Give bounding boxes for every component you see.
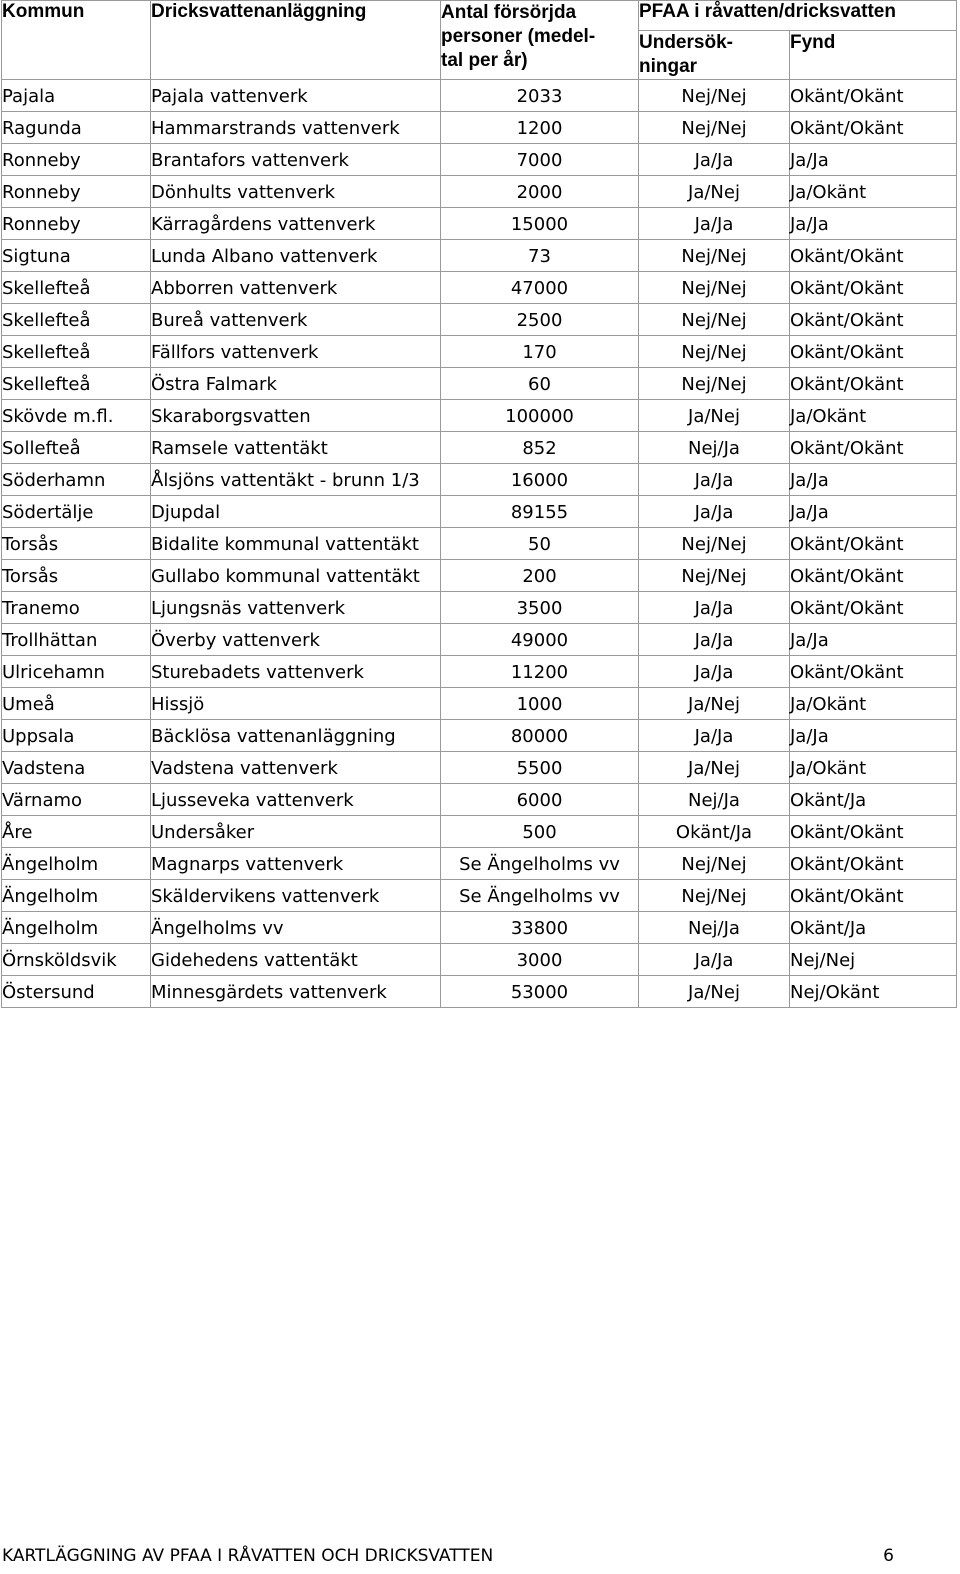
cell-undersokningar: Ja/Nej	[639, 688, 790, 720]
cell-antal: 47000	[441, 272, 639, 304]
cell-undersokningar: Ja/Ja	[639, 624, 790, 656]
cell-anlaggning: Skäldervikens vattenverk	[151, 880, 441, 912]
cell-undersokningar: Ja/Nej	[639, 976, 790, 1008]
footer-title: KARTLÄGGNING AV PFAA I RÅVATTEN OCH DRICKSVATTEN	[2, 1546, 494, 1566]
cell-kommun: Östersund	[2, 976, 151, 1008]
cell-anlaggning: Bäcklösa vattenanläggning	[151, 720, 441, 752]
table-row	[2, 528, 957, 560]
cell-fynd: Ja/Okänt	[790, 400, 957, 432]
cell-antal: 1000	[441, 688, 639, 720]
table-row	[2, 208, 957, 240]
cell-anlaggning: Abborren vattenverk	[151, 272, 441, 304]
table-row	[2, 80, 957, 112]
cell-kommun: Skellefteå	[2, 368, 151, 400]
cell-kommun: Örnsköldsvik	[2, 944, 151, 976]
cell-kommun: Skellefteå	[2, 272, 151, 304]
cell-undersokningar: Nej/Nej	[639, 528, 790, 560]
cell-kommun: Ängelholm	[2, 848, 151, 880]
cell-antal: 3500	[441, 592, 639, 624]
header-undersokningar	[639, 31, 790, 80]
header-antal-line1: Antal försörjda	[441, 2, 577, 23]
cell-antal: 89155	[441, 496, 639, 528]
cell-antal: 53000	[441, 976, 639, 1008]
table-body	[2, 80, 957, 1008]
cell-anlaggning: Magnarps vattenverk	[151, 848, 441, 880]
cell-undersokningar: Ja/Ja	[639, 656, 790, 688]
cell-antal: 15000	[441, 208, 639, 240]
cell-anlaggning: Överby vattenverk	[151, 624, 441, 656]
cell-fynd: Okänt/Ja	[790, 784, 957, 816]
cell-undersokningar: Ja/Ja	[639, 464, 790, 496]
cell-kommun: Skellefteå	[2, 336, 151, 368]
table-header	[2, 1, 957, 80]
cell-anlaggning: Pajala vattenverk	[151, 80, 441, 112]
cell-anlaggning: Ramsele vattentäkt	[151, 432, 441, 464]
cell-antal: 5500	[441, 752, 639, 784]
cell-fynd: Okänt/Okänt	[790, 272, 957, 304]
table-row	[2, 848, 957, 880]
cell-antal: 11200	[441, 656, 639, 688]
cell-undersokningar: Ja/Nej	[639, 176, 790, 208]
cell-kommun: Ragunda	[2, 112, 151, 144]
cell-undersokningar: Nej/Nej	[639, 880, 790, 912]
cell-undersokningar: Nej/Nej	[639, 560, 790, 592]
header-undersokningar-line1: Undersök-	[639, 32, 733, 53]
cell-kommun: Vadstena	[2, 752, 151, 784]
cell-antal: 49000	[441, 624, 639, 656]
cell-fynd: Okänt/Okänt	[790, 304, 957, 336]
cell-kommun: Tranemo	[2, 592, 151, 624]
cell-antal: 60	[441, 368, 639, 400]
table-row	[2, 304, 957, 336]
cell-antal: 200	[441, 560, 639, 592]
cell-antal: Se Ängelholms vv	[441, 880, 639, 912]
cell-anlaggning: Ålsjöns vattentäkt - brunn 1/3	[151, 464, 441, 496]
table-row	[2, 592, 957, 624]
cell-fynd: Okänt/Okänt	[790, 560, 957, 592]
header-antal-line2: personer (medel-	[441, 26, 596, 47]
cell-fynd: Ja/Ja	[790, 720, 957, 752]
cell-antal: 33800	[441, 912, 639, 944]
table-row	[2, 784, 957, 816]
cell-undersokningar: Nej/Nej	[639, 240, 790, 272]
header-fynd: Fynd	[790, 31, 957, 80]
cell-fynd: Okänt/Okänt	[790, 656, 957, 688]
cell-undersokningar: Ja/Ja	[639, 496, 790, 528]
table-row	[2, 720, 957, 752]
cell-anlaggning: Ljusseveka vattenverk	[151, 784, 441, 816]
header-pfaa: PFAA i råvatten/dricksvatten	[639, 1, 957, 31]
cell-fynd: Ja/Ja	[790, 208, 957, 240]
cell-fynd: Ja/Ja	[790, 624, 957, 656]
cell-anlaggning: Gullabo kommunal vattentäkt	[151, 560, 441, 592]
cell-antal: 3000	[441, 944, 639, 976]
cell-undersokningar: Nej/Ja	[639, 912, 790, 944]
cell-anlaggning: Kärragårdens vattenverk	[151, 208, 441, 240]
cell-fynd: Okänt/Okänt	[790, 240, 957, 272]
cell-fynd: Nej/Okänt	[790, 976, 957, 1008]
cell-kommun: Trollhättan	[2, 624, 151, 656]
cell-antal: 100000	[441, 400, 639, 432]
cell-kommun: Sigtuna	[2, 240, 151, 272]
cell-antal: 2033	[441, 80, 639, 112]
cell-kommun: Värnamo	[2, 784, 151, 816]
cell-antal: 2500	[441, 304, 639, 336]
table-row	[2, 368, 957, 400]
cell-fynd: Ja/Okänt	[790, 688, 957, 720]
table-row	[2, 688, 957, 720]
cell-kommun: Ängelholm	[2, 912, 151, 944]
cell-undersokningar: Nej/Ja	[639, 432, 790, 464]
cell-antal: 170	[441, 336, 639, 368]
cell-undersokningar: Ja/Ja	[639, 144, 790, 176]
cell-anlaggning: Bidalite kommunal vattentäkt	[151, 528, 441, 560]
cell-fynd: Nej/Nej	[790, 944, 957, 976]
cell-fynd: Ja/Okänt	[790, 176, 957, 208]
cell-fynd: Ja/Okänt	[790, 752, 957, 784]
cell-antal: 16000	[441, 464, 639, 496]
cell-kommun: Umeå	[2, 688, 151, 720]
cell-kommun: Ronneby	[2, 176, 151, 208]
cell-undersokningar: Ja/Ja	[639, 944, 790, 976]
page-number: 6	[883, 1546, 894, 1566]
cell-fynd: Okänt/Okänt	[790, 880, 957, 912]
table-row	[2, 752, 957, 784]
cell-anlaggning: Gidehedens vattentäkt	[151, 944, 441, 976]
table-row	[2, 656, 957, 688]
cell-anlaggning: Brantafors vattenverk	[151, 144, 441, 176]
header-undersokningar-line2: ningar	[639, 56, 698, 77]
cell-fynd: Okänt/Okänt	[790, 432, 957, 464]
header-antal-line3: tal per år)	[441, 50, 528, 71]
cell-undersokningar: Okänt/Ja	[639, 816, 790, 848]
cell-antal: 80000	[441, 720, 639, 752]
table-row	[2, 496, 957, 528]
cell-fynd: Okänt/Okänt	[790, 368, 957, 400]
cell-undersokningar: Ja/Ja	[639, 592, 790, 624]
cell-kommun: Torsås	[2, 560, 151, 592]
cell-kommun: Sollefteå	[2, 432, 151, 464]
table-row	[2, 816, 957, 848]
cell-anlaggning: Sturebadets vattenverk	[151, 656, 441, 688]
cell-anlaggning: Ängelholms vv	[151, 912, 441, 944]
cell-kommun: Söderhamn	[2, 464, 151, 496]
cell-kommun: Uppsala	[2, 720, 151, 752]
cell-fynd: Okänt/Okänt	[790, 528, 957, 560]
cell-kommun: Åre	[2, 816, 151, 848]
cell-fynd: Ja/Ja	[790, 496, 957, 528]
cell-undersokningar: Nej/Nej	[639, 112, 790, 144]
header-kommun: Kommun	[2, 1, 151, 80]
cell-undersokningar: Nej/Nej	[639, 272, 790, 304]
cell-fynd: Okänt/Ja	[790, 912, 957, 944]
table-row	[2, 912, 957, 944]
cell-antal: 1200	[441, 112, 639, 144]
cell-kommun: Ulricehamn	[2, 656, 151, 688]
cell-undersokningar: Ja/Nej	[639, 400, 790, 432]
table-row	[2, 144, 957, 176]
cell-antal: 2000	[441, 176, 639, 208]
cell-anlaggning: Ljungsnäs vattenverk	[151, 592, 441, 624]
header-anlaggning: Dricksvattenanläggning	[151, 1, 441, 80]
cell-undersokningar: Ja/Nej	[639, 752, 790, 784]
cell-anlaggning: Hammarstrands vattenverk	[151, 112, 441, 144]
cell-anlaggning: Fällfors vattenverk	[151, 336, 441, 368]
cell-antal: 852	[441, 432, 639, 464]
cell-anlaggning: Bureå vattenverk	[151, 304, 441, 336]
cell-kommun: Ronneby	[2, 144, 151, 176]
cell-anlaggning: Lunda Albano vattenverk	[151, 240, 441, 272]
cell-kommun: Ronneby	[2, 208, 151, 240]
cell-anlaggning: Skaraborgsvatten	[151, 400, 441, 432]
cell-undersokningar: Nej/Nej	[639, 848, 790, 880]
cell-anlaggning: Djupdal	[151, 496, 441, 528]
cell-fynd: Okänt/Okänt	[790, 336, 957, 368]
table-row	[2, 944, 957, 976]
cell-kommun: Ängelholm	[2, 880, 151, 912]
table-row	[2, 400, 957, 432]
cell-undersokningar: Nej/Nej	[639, 80, 790, 112]
cell-undersokningar: Nej/Nej	[639, 368, 790, 400]
cell-undersokningar: Ja/Ja	[639, 208, 790, 240]
cell-antal: 6000	[441, 784, 639, 816]
table-row	[2, 176, 957, 208]
cell-antal: 500	[441, 816, 639, 848]
cell-undersokningar: Ja/Ja	[639, 720, 790, 752]
cell-fynd: Okänt/Okänt	[790, 816, 957, 848]
table-row	[2, 976, 957, 1008]
cell-antal: 7000	[441, 144, 639, 176]
cell-kommun: Södertälje	[2, 496, 151, 528]
cell-kommun: Skellefteå	[2, 304, 151, 336]
cell-anlaggning: Vadstena vattenverk	[151, 752, 441, 784]
table-row	[2, 464, 957, 496]
cell-fynd: Ja/Ja	[790, 144, 957, 176]
cell-antal: Se Ängelholms vv	[441, 848, 639, 880]
table-row	[2, 432, 957, 464]
cell-antal: 73	[441, 240, 639, 272]
table-row	[2, 272, 957, 304]
header-antal	[441, 1, 639, 80]
cell-kommun: Torsås	[2, 528, 151, 560]
table-row	[2, 880, 957, 912]
cell-fynd: Okänt/Okänt	[790, 848, 957, 880]
cell-fynd: Okänt/Okänt	[790, 112, 957, 144]
water-plant-table	[1, 0, 957, 1008]
table-row	[2, 112, 957, 144]
cell-kommun: Skövde m.fl.	[2, 400, 151, 432]
table-row	[2, 560, 957, 592]
cell-undersokningar: Nej/Nej	[639, 336, 790, 368]
cell-fynd: Okänt/Okänt	[790, 592, 957, 624]
cell-kommun: Pajala	[2, 80, 151, 112]
table-row	[2, 624, 957, 656]
cell-fynd: Okänt/Okänt	[790, 80, 957, 112]
table-row	[2, 336, 957, 368]
cell-fynd: Ja/Ja	[790, 464, 957, 496]
cell-undersokningar: Nej/Ja	[639, 784, 790, 816]
cell-anlaggning: Östra Falmark	[151, 368, 441, 400]
cell-anlaggning: Minnesgärdets vattenverk	[151, 976, 441, 1008]
cell-anlaggning: Dönhults vattenverk	[151, 176, 441, 208]
cell-antal: 50	[441, 528, 639, 560]
cell-anlaggning: Hissjö	[151, 688, 441, 720]
table-row	[2, 240, 957, 272]
cell-anlaggning: Undersåker	[151, 816, 441, 848]
cell-undersokningar: Nej/Nej	[639, 304, 790, 336]
